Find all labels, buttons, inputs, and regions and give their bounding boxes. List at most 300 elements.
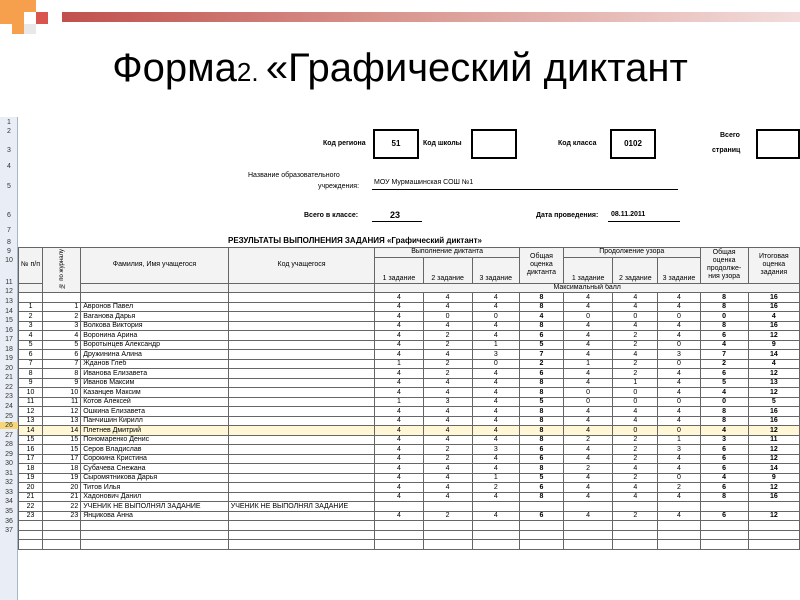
score-cell[interactable]: 0 bbox=[658, 473, 700, 483]
row-index-cell[interactable]: 18 bbox=[19, 464, 43, 474]
score-cell[interactable]: 4 bbox=[472, 454, 519, 464]
score-cell[interactable]: 4 bbox=[472, 388, 519, 398]
score-cell[interactable]: 1 bbox=[472, 473, 519, 483]
row-index-cell[interactable]: 3 bbox=[19, 321, 43, 331]
score-cell[interactable]: 4 bbox=[613, 321, 658, 331]
score-cell[interactable]: 0 bbox=[658, 397, 700, 407]
max-score-cell[interactable]: 4 bbox=[564, 293, 613, 303]
max-score-cell[interactable]: 4 bbox=[613, 293, 658, 303]
score-cell[interactable] bbox=[375, 502, 423, 512]
score-cell[interactable]: 4 bbox=[472, 397, 519, 407]
score-cell[interactable]: 4 bbox=[375, 302, 423, 312]
score-cell[interactable]: 4 bbox=[375, 350, 423, 360]
score-cell[interactable]: 4 bbox=[658, 492, 700, 502]
row-index-cell[interactable]: 5 bbox=[19, 340, 43, 350]
score-cell[interactable]: 2 bbox=[700, 359, 748, 369]
score-cell[interactable]: 8 bbox=[519, 492, 563, 502]
row-number[interactable]: 5 bbox=[7, 183, 11, 190]
journal-number-cell[interactable]: 18 bbox=[43, 464, 81, 474]
student-name-cell[interactable]: Сыромятникова Дарья bbox=[81, 473, 229, 483]
score-cell[interactable]: 4 bbox=[700, 426, 748, 436]
score-cell[interactable]: 4 bbox=[375, 312, 423, 322]
score-cell[interactable] bbox=[564, 502, 613, 512]
score-cell[interactable]: 4 bbox=[375, 388, 423, 398]
empty-cell[interactable] bbox=[81, 521, 229, 531]
row-number[interactable]: 15 bbox=[5, 317, 13, 324]
score-cell[interactable]: 3 bbox=[700, 435, 748, 445]
row-number[interactable]: 16 bbox=[5, 327, 13, 334]
row-index-cell[interactable]: 6 bbox=[19, 350, 43, 360]
date-value[interactable]: 08.11.2011 bbox=[611, 211, 646, 218]
score-cell[interactable]: 0 bbox=[423, 312, 472, 322]
score-cell[interactable]: 4 bbox=[564, 416, 613, 426]
student-code-cell[interactable] bbox=[228, 378, 375, 388]
score-cell[interactable]: 5 bbox=[700, 378, 748, 388]
score-cell[interactable]: 12 bbox=[748, 426, 799, 436]
row-index-cell[interactable]: 2 bbox=[19, 312, 43, 322]
table-row[interactable] bbox=[19, 426, 800, 436]
score-cell[interactable]: 4 bbox=[658, 302, 700, 312]
empty-cell[interactable] bbox=[43, 530, 81, 540]
journal-number-cell[interactable]: 4 bbox=[43, 331, 81, 341]
score-cell[interactable]: 6 bbox=[700, 369, 748, 379]
score-cell[interactable]: 4 bbox=[472, 331, 519, 341]
score-cell[interactable]: 6 bbox=[700, 445, 748, 455]
score-cell[interactable]: 4 bbox=[423, 426, 472, 436]
table-row[interactable] bbox=[19, 350, 800, 360]
student-name-cell[interactable]: Иванов Максим bbox=[81, 378, 229, 388]
row-index-cell[interactable]: 4 bbox=[19, 331, 43, 341]
score-cell[interactable]: 12 bbox=[748, 388, 799, 398]
row-number[interactable]: 31 bbox=[5, 470, 13, 477]
row-number[interactable]: 14 bbox=[5, 308, 13, 315]
score-cell[interactable]: 4 bbox=[564, 302, 613, 312]
score-cell[interactable]: 4 bbox=[748, 312, 799, 322]
score-cell[interactable]: 3 bbox=[658, 445, 700, 455]
score-cell[interactable]: 16 bbox=[748, 321, 799, 331]
score-cell[interactable]: 2 bbox=[658, 483, 700, 493]
score-cell[interactable]: 7 bbox=[519, 350, 563, 360]
score-cell[interactable]: 4 bbox=[700, 388, 748, 398]
empty-cell[interactable] bbox=[748, 521, 799, 531]
score-cell[interactable]: 12 bbox=[748, 511, 799, 521]
row-number[interactable]: 20 bbox=[5, 365, 13, 372]
empty-row[interactable] bbox=[19, 530, 800, 540]
row-index-cell[interactable]: 10 bbox=[19, 388, 43, 398]
score-cell[interactable] bbox=[423, 502, 472, 512]
table-row[interactable] bbox=[19, 502, 800, 512]
score-cell[interactable]: 4 bbox=[375, 483, 423, 493]
empty-cell[interactable] bbox=[43, 540, 81, 550]
student-code-cell[interactable] bbox=[228, 302, 375, 312]
score-cell[interactable]: 2 bbox=[519, 359, 563, 369]
score-cell[interactable]: 8 bbox=[519, 378, 563, 388]
empty-cell[interactable] bbox=[81, 530, 229, 540]
score-cell[interactable]: 2 bbox=[423, 359, 472, 369]
table-row[interactable] bbox=[19, 378, 800, 388]
row-index-cell[interactable]: 19 bbox=[19, 473, 43, 483]
empty-cell[interactable] bbox=[613, 521, 658, 531]
journal-number-cell[interactable]: 2 bbox=[43, 312, 81, 322]
student-code-cell[interactable]: УЧЕНИК НЕ ВЫПОЛНЯЛ ЗАДАНИЕ bbox=[228, 502, 375, 512]
row-index-cell[interactable]: 15 bbox=[19, 435, 43, 445]
student-name-cell[interactable]: Субачева Снежана bbox=[81, 464, 229, 474]
row-number[interactable]: 17 bbox=[5, 336, 13, 343]
student-code-cell[interactable] bbox=[228, 445, 375, 455]
journal-number-cell[interactable]: 12 bbox=[43, 407, 81, 417]
row-number[interactable]: 26 bbox=[0, 422, 18, 429]
empty-cell[interactable] bbox=[228, 521, 375, 531]
pages-count-field[interactable] bbox=[756, 129, 800, 159]
score-cell[interactable]: 4 bbox=[613, 350, 658, 360]
empty-cell[interactable] bbox=[472, 521, 519, 531]
score-cell[interactable]: 4 bbox=[748, 359, 799, 369]
empty-cell[interactable] bbox=[228, 530, 375, 540]
empty-cell[interactable] bbox=[700, 521, 748, 531]
score-cell[interactable]: 0 bbox=[658, 340, 700, 350]
score-cell[interactable]: 16 bbox=[748, 416, 799, 426]
score-cell[interactable]: 4 bbox=[519, 312, 563, 322]
score-cell[interactable]: 8 bbox=[519, 388, 563, 398]
journal-number-cell[interactable]: 10 bbox=[43, 388, 81, 398]
journal-number-cell[interactable]: 11 bbox=[43, 397, 81, 407]
max-score-cell[interactable]: 8 bbox=[519, 293, 563, 303]
empty-cell[interactable] bbox=[228, 540, 375, 550]
table-row[interactable] bbox=[19, 369, 800, 379]
row-number[interactable]: 34 bbox=[5, 498, 13, 505]
empty-cell[interactable] bbox=[658, 540, 700, 550]
score-cell[interactable]: 5 bbox=[519, 473, 563, 483]
score-cell[interactable]: 3 bbox=[472, 445, 519, 455]
score-cell[interactable]: 3 bbox=[423, 397, 472, 407]
score-cell[interactable]: 0 bbox=[658, 359, 700, 369]
score-cell[interactable]: 4 bbox=[472, 511, 519, 521]
student-name-cell[interactable]: Волкова Виктория bbox=[81, 321, 229, 331]
row-number[interactable]: 32 bbox=[5, 479, 13, 486]
row-number[interactable]: 27 bbox=[5, 432, 13, 439]
score-cell[interactable]: 0 bbox=[613, 312, 658, 322]
score-cell[interactable]: 7 bbox=[700, 350, 748, 360]
score-cell[interactable]: 4 bbox=[375, 378, 423, 388]
row-index-cell[interactable]: 9 bbox=[19, 378, 43, 388]
empty-cell[interactable] bbox=[658, 521, 700, 531]
empty-cell[interactable] bbox=[375, 530, 423, 540]
score-cell[interactable]: 4 bbox=[613, 492, 658, 502]
empty-cell[interactable] bbox=[423, 530, 472, 540]
row-number[interactable]: 10 bbox=[5, 257, 13, 264]
score-cell[interactable]: 6 bbox=[700, 511, 748, 521]
score-cell[interactable]: 8 bbox=[519, 407, 563, 417]
score-cell[interactable]: 8 bbox=[700, 416, 748, 426]
score-cell[interactable]: 4 bbox=[658, 378, 700, 388]
score-cell[interactable]: 4 bbox=[375, 511, 423, 521]
score-cell[interactable]: 8 bbox=[519, 321, 563, 331]
score-cell[interactable]: 12 bbox=[748, 454, 799, 464]
score-cell[interactable]: 4 bbox=[658, 464, 700, 474]
score-cell[interactable]: 6 bbox=[700, 454, 748, 464]
row-number[interactable]: 2 bbox=[7, 128, 11, 135]
journal-number-cell[interactable]: 6 bbox=[43, 350, 81, 360]
row-number[interactable]: 4 bbox=[7, 163, 11, 170]
student-name-cell[interactable]: Авронов Павел bbox=[81, 302, 229, 312]
table-row[interactable] bbox=[19, 483, 800, 493]
student-name-cell[interactable]: Жданов Глеб bbox=[81, 359, 229, 369]
journal-number-cell[interactable]: 19 bbox=[43, 473, 81, 483]
score-cell[interactable] bbox=[472, 502, 519, 512]
student-name-cell[interactable]: Дружинина Алина bbox=[81, 350, 229, 360]
score-cell[interactable]: 4 bbox=[375, 426, 423, 436]
score-cell[interactable]: 2 bbox=[564, 435, 613, 445]
student-code-cell[interactable] bbox=[228, 511, 375, 521]
score-cell[interactable]: 13 bbox=[748, 378, 799, 388]
score-cell[interactable]: 6 bbox=[519, 369, 563, 379]
score-cell[interactable]: 4 bbox=[564, 426, 613, 436]
score-cell[interactable]: 4 bbox=[564, 407, 613, 417]
row-number[interactable]: 37 bbox=[5, 527, 13, 534]
row-index-cell[interactable]: 22 bbox=[19, 502, 43, 512]
student-name-cell[interactable]: Пономаренко Денис bbox=[81, 435, 229, 445]
empty-cell[interactable] bbox=[81, 540, 229, 550]
score-cell[interactable]: 14 bbox=[748, 464, 799, 474]
score-cell[interactable]: 4 bbox=[375, 416, 423, 426]
table-row[interactable] bbox=[19, 464, 800, 474]
empty-cell[interactable] bbox=[748, 540, 799, 550]
score-cell[interactable]: 8 bbox=[519, 426, 563, 436]
score-cell[interactable]: 4 bbox=[564, 445, 613, 455]
table-row[interactable] bbox=[19, 340, 800, 350]
row-number[interactable]: 6 bbox=[7, 212, 11, 219]
score-cell[interactable]: 0 bbox=[658, 312, 700, 322]
score-cell[interactable]: 9 bbox=[748, 473, 799, 483]
empty-cell[interactable] bbox=[564, 530, 613, 540]
table-row[interactable] bbox=[19, 435, 800, 445]
row-index-cell[interactable]: 21 bbox=[19, 492, 43, 502]
student-code-cell[interactable] bbox=[228, 454, 375, 464]
score-cell[interactable]: 4 bbox=[423, 321, 472, 331]
score-cell[interactable] bbox=[519, 502, 563, 512]
student-name-cell[interactable]: Серов Владислав bbox=[81, 445, 229, 455]
score-cell[interactable]: 0 bbox=[564, 388, 613, 398]
student-code-cell[interactable] bbox=[228, 369, 375, 379]
student-name-cell[interactable]: Казанцев Максим bbox=[81, 388, 229, 398]
score-cell[interactable]: 4 bbox=[423, 388, 472, 398]
score-cell[interactable]: 4 bbox=[658, 511, 700, 521]
score-cell[interactable]: 1 bbox=[613, 378, 658, 388]
student-name-cell[interactable]: Панчишин Кирилл bbox=[81, 416, 229, 426]
empty-cell[interactable] bbox=[748, 530, 799, 540]
table-row[interactable] bbox=[19, 302, 800, 312]
score-cell[interactable]: 4 bbox=[613, 483, 658, 493]
row-number[interactable]: 8 bbox=[7, 239, 11, 246]
score-cell[interactable]: 16 bbox=[748, 492, 799, 502]
score-cell[interactable]: 4 bbox=[564, 483, 613, 493]
journal-number-cell[interactable]: 23 bbox=[43, 511, 81, 521]
score-cell[interactable]: 6 bbox=[700, 464, 748, 474]
score-cell[interactable]: 4 bbox=[658, 321, 700, 331]
class-code-field[interactable]: 0102 bbox=[610, 129, 656, 159]
score-cell[interactable]: 2 bbox=[613, 445, 658, 455]
score-cell[interactable]: 4 bbox=[564, 350, 613, 360]
table-row[interactable] bbox=[19, 312, 800, 322]
score-cell[interactable]: 5 bbox=[748, 397, 799, 407]
score-cell[interactable]: 12 bbox=[748, 483, 799, 493]
journal-number-cell[interactable]: 3 bbox=[43, 321, 81, 331]
row-number[interactable]: 3 bbox=[7, 147, 11, 154]
student-code-cell[interactable] bbox=[228, 397, 375, 407]
row-index-cell[interactable]: 1 bbox=[19, 302, 43, 312]
score-cell[interactable]: 4 bbox=[472, 416, 519, 426]
row-number[interactable]: 22 bbox=[5, 384, 13, 391]
journal-number-cell[interactable]: 9 bbox=[43, 378, 81, 388]
score-cell[interactable]: 2 bbox=[423, 454, 472, 464]
empty-cell[interactable] bbox=[19, 521, 43, 531]
student-code-cell[interactable] bbox=[228, 435, 375, 445]
score-cell[interactable]: 4 bbox=[375, 331, 423, 341]
student-name-cell[interactable]: УЧЕНИК НЕ ВЫПОЛНЯЛ ЗАДАНИЕ bbox=[81, 502, 229, 512]
table-row[interactable] bbox=[19, 359, 800, 369]
max-score-cell[interactable]: 4 bbox=[472, 293, 519, 303]
score-cell[interactable]: 4 bbox=[375, 464, 423, 474]
school-code-field[interactable] bbox=[471, 129, 517, 159]
empty-cell[interactable] bbox=[519, 530, 563, 540]
score-cell[interactable]: 4 bbox=[423, 407, 472, 417]
score-cell[interactable]: 2 bbox=[423, 445, 472, 455]
score-cell[interactable]: 4 bbox=[564, 369, 613, 379]
score-cell[interactable]: 5 bbox=[519, 397, 563, 407]
score-cell[interactable]: 4 bbox=[375, 407, 423, 417]
row-index-cell[interactable]: 13 bbox=[19, 416, 43, 426]
row-number[interactable]: 28 bbox=[5, 441, 13, 448]
row-number[interactable]: 21 bbox=[5, 374, 13, 381]
table-row[interactable] bbox=[19, 321, 800, 331]
score-cell[interactable]: 4 bbox=[423, 483, 472, 493]
score-cell[interactable]: 6 bbox=[519, 331, 563, 341]
score-cell[interactable]: 16 bbox=[748, 407, 799, 417]
student-code-cell[interactable] bbox=[228, 340, 375, 350]
score-cell[interactable]: 16 bbox=[748, 302, 799, 312]
score-cell[interactable]: 12 bbox=[748, 331, 799, 341]
row-index-cell[interactable]: 16 bbox=[19, 445, 43, 455]
score-cell[interactable] bbox=[700, 502, 748, 512]
score-cell[interactable]: 2 bbox=[613, 331, 658, 341]
row-number[interactable]: 23 bbox=[5, 393, 13, 400]
table-row[interactable] bbox=[19, 454, 800, 464]
score-cell[interactable]: 0 bbox=[472, 312, 519, 322]
student-name-cell[interactable]: Сорокина Кристина bbox=[81, 454, 229, 464]
score-cell[interactable]: 4 bbox=[658, 369, 700, 379]
row-index-cell[interactable]: 11 bbox=[19, 397, 43, 407]
score-cell[interactable]: 4 bbox=[564, 331, 613, 341]
score-cell[interactable]: 6 bbox=[700, 483, 748, 493]
score-cell[interactable]: 4 bbox=[375, 473, 423, 483]
row-number[interactable]: 35 bbox=[5, 508, 13, 515]
score-cell[interactable]: 3 bbox=[658, 350, 700, 360]
empty-cell[interactable] bbox=[519, 540, 563, 550]
score-cell[interactable]: 4 bbox=[564, 321, 613, 331]
score-cell[interactable]: 2 bbox=[423, 369, 472, 379]
score-cell[interactable]: 0 bbox=[700, 312, 748, 322]
student-code-cell[interactable] bbox=[228, 473, 375, 483]
score-cell[interactable] bbox=[748, 502, 799, 512]
score-cell[interactable]: 4 bbox=[613, 416, 658, 426]
score-cell[interactable]: 0 bbox=[613, 397, 658, 407]
student-name-cell[interactable]: Янцикова Анна bbox=[81, 511, 229, 521]
score-cell[interactable]: 4 bbox=[375, 321, 423, 331]
empty-cell[interactable] bbox=[19, 530, 43, 540]
student-name-cell[interactable]: Хадонович Данил bbox=[81, 492, 229, 502]
student-code-cell[interactable] bbox=[228, 416, 375, 426]
score-cell[interactable]: 4 bbox=[564, 378, 613, 388]
score-cell[interactable]: 4 bbox=[375, 435, 423, 445]
score-cell[interactable]: 0 bbox=[613, 388, 658, 398]
student-name-cell[interactable]: Ошкина Елизавета bbox=[81, 407, 229, 417]
score-cell[interactable]: 1 bbox=[375, 397, 423, 407]
empty-cell[interactable] bbox=[700, 530, 748, 540]
score-cell[interactable]: 4 bbox=[613, 464, 658, 474]
score-cell[interactable]: 4 bbox=[700, 340, 748, 350]
row-number[interactable]: 24 bbox=[5, 403, 13, 410]
student-code-cell[interactable] bbox=[228, 407, 375, 417]
student-code-cell[interactable] bbox=[228, 492, 375, 502]
score-cell[interactable]: 2 bbox=[423, 511, 472, 521]
row-index-cell[interactable]: 17 bbox=[19, 454, 43, 464]
empty-cell[interactable] bbox=[423, 540, 472, 550]
score-cell[interactable]: 2 bbox=[423, 331, 472, 341]
score-cell[interactable]: 4 bbox=[564, 340, 613, 350]
score-cell[interactable]: 0 bbox=[472, 359, 519, 369]
row-number[interactable]: 25 bbox=[5, 413, 13, 420]
table-row[interactable] bbox=[19, 511, 800, 521]
score-cell[interactable]: 4 bbox=[375, 454, 423, 464]
score-cell[interactable]: 0 bbox=[564, 312, 613, 322]
score-cell[interactable]: 4 bbox=[472, 426, 519, 436]
score-cell[interactable]: 4 bbox=[423, 378, 472, 388]
student-code-cell[interactable] bbox=[228, 321, 375, 331]
score-cell[interactable]: 2 bbox=[613, 359, 658, 369]
journal-number-cell[interactable]: 1 bbox=[43, 302, 81, 312]
table-row[interactable] bbox=[19, 492, 800, 502]
row-index-cell[interactable]: 12 bbox=[19, 407, 43, 417]
score-cell[interactable]: 1 bbox=[658, 435, 700, 445]
score-cell[interactable] bbox=[613, 502, 658, 512]
row-number[interactable]: 30 bbox=[5, 460, 13, 467]
max-score-cell[interactable]: 8 bbox=[700, 293, 748, 303]
score-cell[interactable]: 6 bbox=[519, 483, 563, 493]
score-cell[interactable]: 4 bbox=[564, 473, 613, 483]
score-cell[interactable]: 2 bbox=[613, 340, 658, 350]
score-cell[interactable]: 8 bbox=[700, 302, 748, 312]
student-code-cell[interactable] bbox=[228, 359, 375, 369]
score-cell[interactable]: 1 bbox=[375, 359, 423, 369]
score-cell[interactable]: 0 bbox=[564, 397, 613, 407]
journal-number-cell[interactable]: 7 bbox=[43, 359, 81, 369]
score-cell[interactable]: 6 bbox=[519, 454, 563, 464]
score-cell[interactable] bbox=[658, 502, 700, 512]
table-row[interactable] bbox=[19, 331, 800, 341]
score-cell[interactable]: 4 bbox=[423, 302, 472, 312]
empty-cell[interactable] bbox=[43, 521, 81, 531]
journal-number-cell[interactable]: 20 bbox=[43, 483, 81, 493]
score-cell[interactable]: 1 bbox=[472, 340, 519, 350]
score-cell[interactable]: 4 bbox=[375, 369, 423, 379]
table-row[interactable] bbox=[19, 388, 800, 398]
score-cell[interactable]: 2 bbox=[613, 454, 658, 464]
score-cell[interactable]: 4 bbox=[423, 473, 472, 483]
empty-cell[interactable] bbox=[375, 521, 423, 531]
student-name-cell[interactable]: Титов Илья bbox=[81, 483, 229, 493]
empty-row[interactable] bbox=[19, 540, 800, 550]
journal-number-cell[interactable]: 21 bbox=[43, 492, 81, 502]
